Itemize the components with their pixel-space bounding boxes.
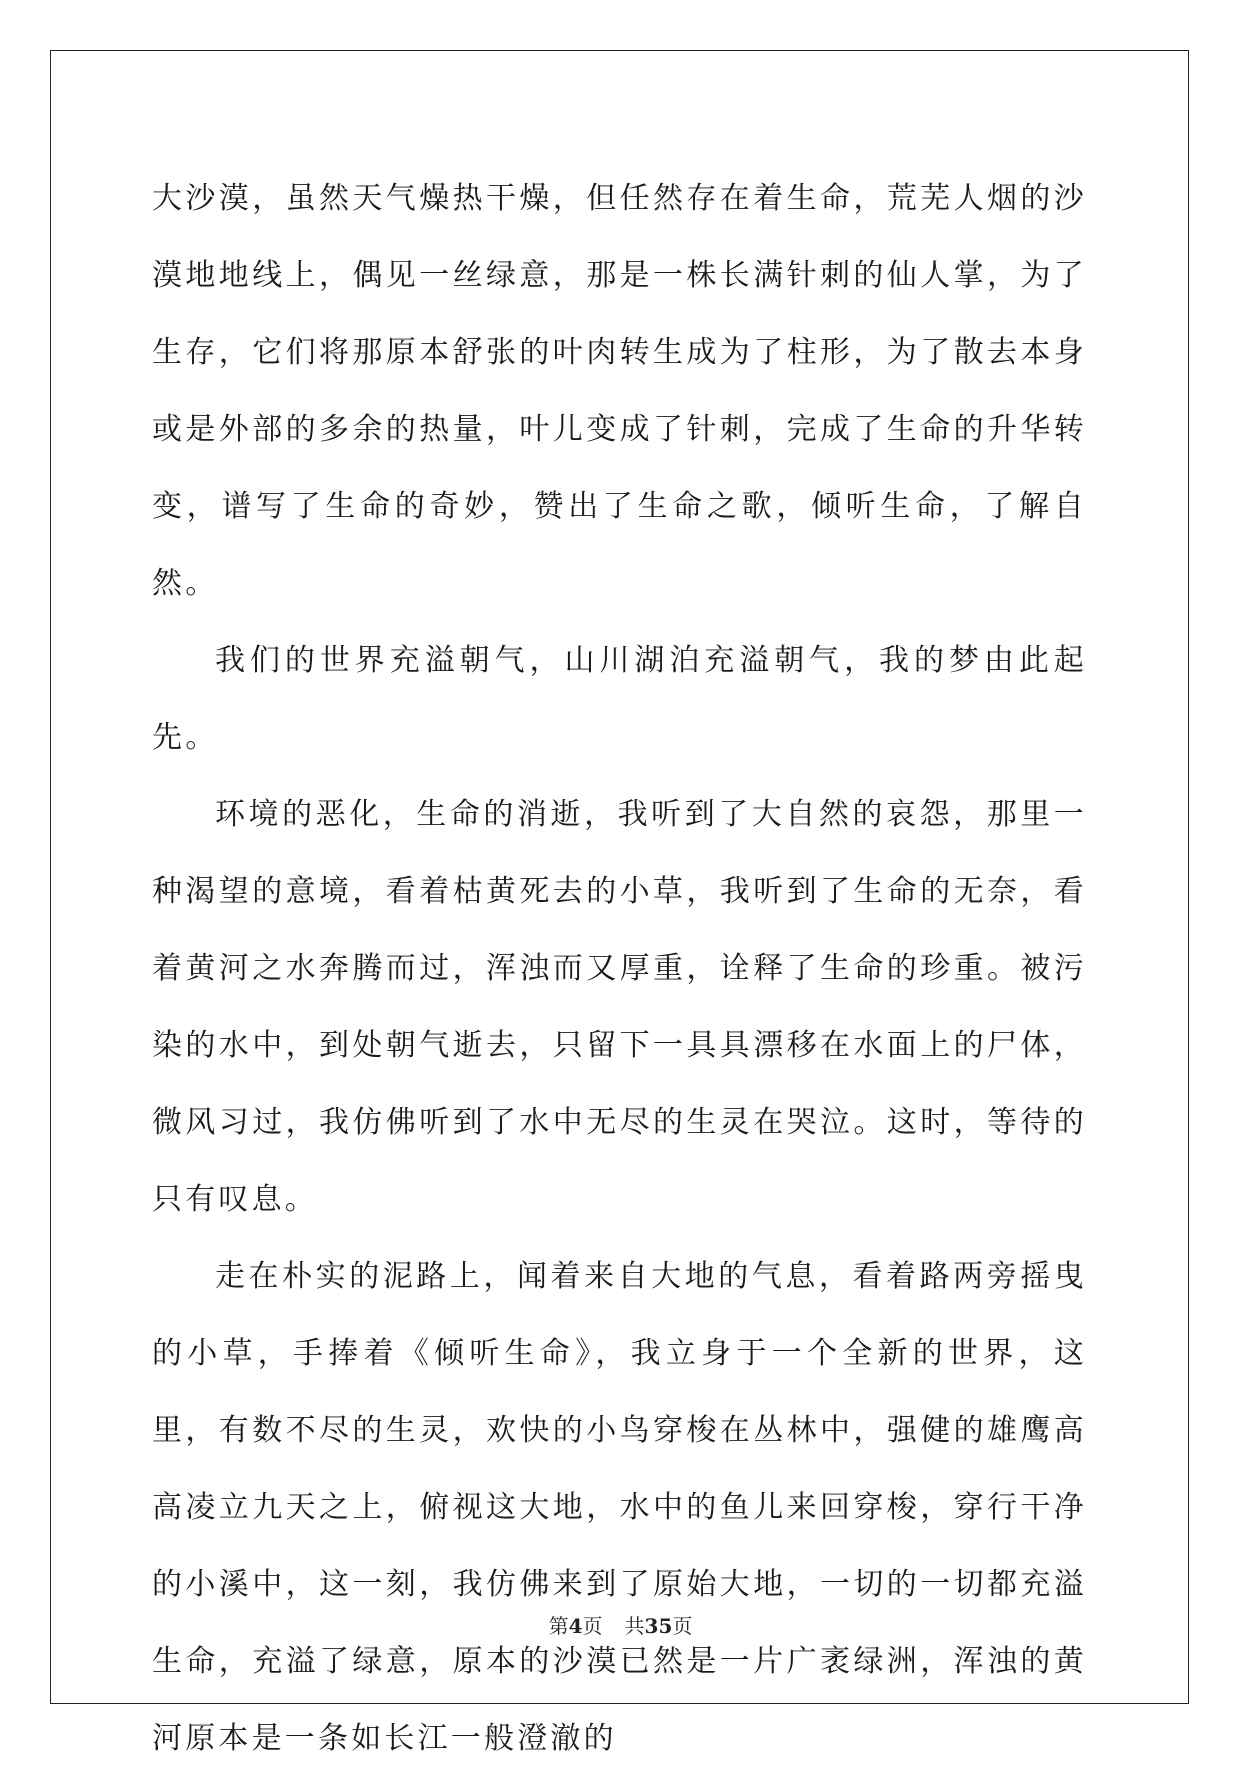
document-body: [152, 160, 1087, 1777]
paragraph-4: 走在朴实的泥路上，闻着来自大地的气息，看着路两旁摇曳的小草，手捧着《倾听生命》，我立身于一个全新的世界，这里，有数不尽的生灵，欢快的小鸟穿梭在丛林中，强健的雄鹰高高凌立九天之上，俯视这大地，水中的鱼儿来回穿梭，穿行干净的小溪中，这一刻，我仿佛来到了原始大地，一切的一切都充溢生命，充溢了绿意，原本的沙漠已然是一片广袤绿洲，浑浊的黄河原本是一条如长江一般澄澈的: [152, 1259, 1087, 1756]
paragraph-2: 我们的世界充溢朝气，山川湖泊充溢朝气，我的梦由此起先。: [152, 643, 1087, 755]
page-number: 4: [568, 1614, 583, 1638]
paragraph-1: 大沙漠，虽然天气燥热干燥，但任然存在着生命，荒芜人烟的沙漠地地线上，偶见一丝绿意，那是一株长满针刺的仙人掌，为了生存，它们将那原本舒张的叶肉转生成为了柱形，为了散去本身或是外部的多余的热量，叶儿变成了针刺，完成了生命的升华转变，谱写了生命的奇妙，赞出了生命之歌，倾听生命，了解自然。: [152, 181, 1087, 601]
page-suffix: 页: [582, 1614, 603, 1638]
page-footer: [0, 1610, 1241, 1639]
total-prefix: 共: [624, 1614, 645, 1638]
total-suffix: 页: [672, 1614, 693, 1638]
total-pages: 35: [644, 1614, 673, 1638]
paragraph-3: 环境的恶化，生命的消逝，我听到了大自然的哀怨，那里一种渴望的意境，看着枯黄死去的小草，我听到了生命的无奈，看着黄河之水奔腾而过，浑浊而又厚重，诠释了生命的珍重。被污染的水中，到处朝气逝去，只留下一具具漂移在水面上的尸体，微风习过，我仿佛听到了水中无尽的生灵在哭泣。这时，等待的只有叹息。: [152, 797, 1087, 1217]
page-prefix: 第: [548, 1614, 569, 1638]
